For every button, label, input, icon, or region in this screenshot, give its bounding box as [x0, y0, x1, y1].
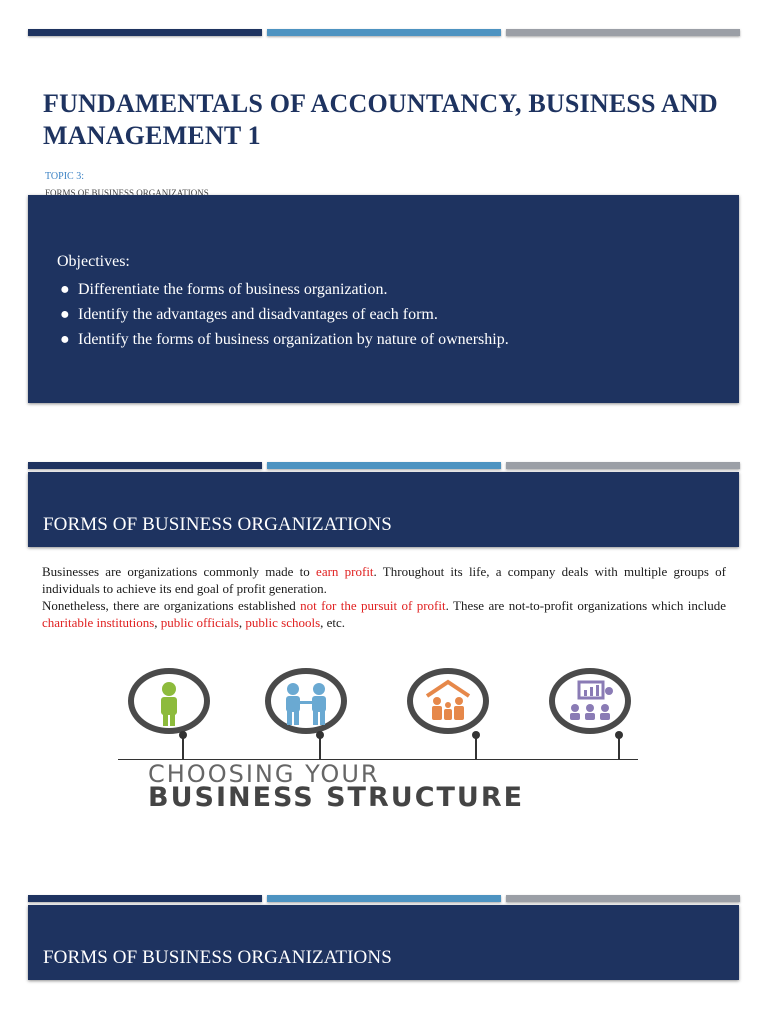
connector-stem — [475, 734, 477, 760]
single-person-icon — [128, 668, 210, 734]
family-house-icon — [407, 668, 489, 734]
objective-item: ● Identify the forms of business organization by nature of ownership. — [58, 327, 509, 352]
highlight-public-schools: public schools — [245, 615, 321, 630]
highlight-charitable: charitable institutions — [42, 615, 155, 630]
top-stripe-2 — [28, 462, 740, 469]
stripe-segment-gray — [506, 895, 740, 902]
top-stripe-3 — [28, 895, 740, 902]
objectives-list — [58, 277, 509, 352]
stripe-segment-blue — [267, 29, 501, 36]
bullet-icon: ● — [60, 306, 70, 323]
stripe-segment-navy — [28, 462, 262, 469]
objectives-box — [28, 195, 739, 403]
connector-stem — [618, 734, 620, 760]
stripe-segment-blue — [267, 462, 501, 469]
top-stripe-1 — [28, 29, 740, 36]
business-structure-graphic — [118, 665, 678, 815]
stripe-segment-gray — [506, 29, 740, 36]
topic-subtitle: FORMS OF BUSINESS ORGANIZATIONS — [45, 189, 209, 195]
connector-stem — [319, 734, 321, 760]
stripe-segment-gray — [506, 462, 740, 469]
graphic-caption-line1: CHOOSING YOUR — [148, 760, 380, 788]
highlight-earn-profit: earn profit — [316, 564, 374, 579]
stripe-segment-blue — [267, 895, 501, 902]
objective-item: ● Identify the advantages and disadvantages of each form. — [58, 302, 509, 327]
bullet-icon: ● — [60, 281, 70, 298]
section-header-box — [28, 905, 739, 980]
topic-label: TOPIC 3: — [45, 171, 84, 182]
two-people-handshake-icon — [265, 668, 347, 734]
graphic-caption-line2: BUSINESS STRUCTURE — [148, 782, 525, 813]
connector-stem — [182, 734, 184, 760]
objectives-heading: Objectives: — [57, 253, 130, 270]
section-header-title: FORMS OF BUSINESS ORGANIZATIONS — [43, 947, 392, 968]
highlight-public-officials: public officials — [160, 615, 239, 630]
objective-item: ● Differentiate the forms of business organization. — [58, 277, 509, 302]
highlight-not-for-profit: not for the pursuit of profit — [300, 598, 446, 613]
slide-title: FUNDAMENTALS OF ACCOUNTANCY, BUSINESS AND MANAGEMENT 1 — [43, 89, 718, 150]
bullet-icon: ● — [60, 331, 70, 348]
stripe-segment-navy — [28, 29, 262, 36]
stripe-segment-navy — [28, 895, 262, 902]
section-header-box — [28, 472, 739, 547]
section-header-title: FORMS OF BUSINESS ORGANIZATIONS — [43, 514, 392, 535]
presentation-group-icon — [549, 668, 631, 734]
intro-paragraph: Businesses are organizations commonly made to earn profit. Throughout its life, a company deals with multiple groups of individuals to achieve its end goal of profit generation. Nonetheless, there are organizations established not for the pursuit of profit. These are not-to-profit organizations which include charitable institutions, public officials, public schools, etc. — [42, 564, 726, 630]
